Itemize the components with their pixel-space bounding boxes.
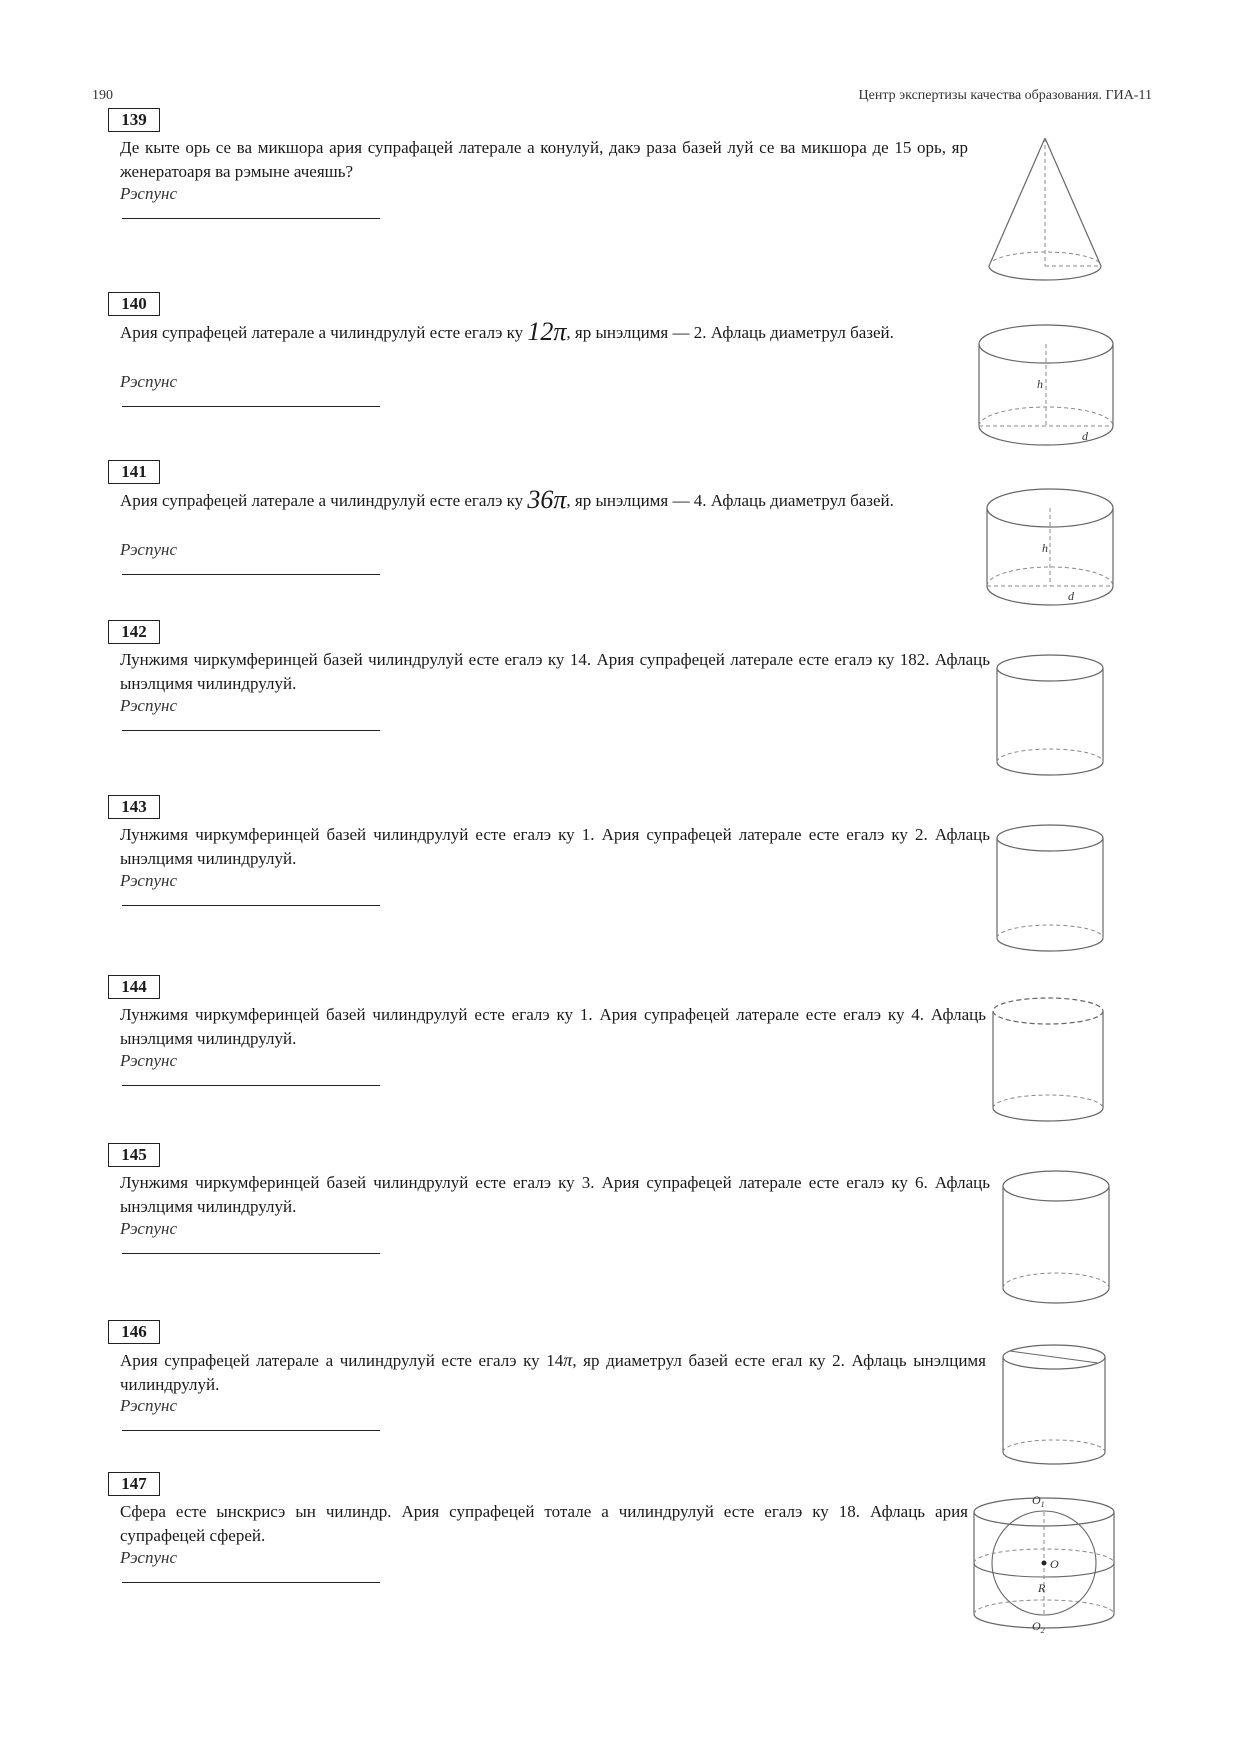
- task-number: 145: [108, 1143, 160, 1167]
- label-o1: $O_1$: [1032, 1493, 1045, 1509]
- answer-field[interactable]: Рэспунс: [120, 696, 380, 736]
- cylinder-figure: [976, 322, 1116, 454]
- task-text: Ария супрафецей латерале а чилиндрулуй есте егалэ ку 14π, яр диаметрул базей есте егал ку 2. Афлаць ынэлцимя чилиндрулуй.: [120, 1350, 986, 1394]
- task-text: Лунжимя чиркумферинцей базей чилиндрулуй есте егалэ ку 3. Ария супрафецей латерале есте егалэ ку 6. Афлаць ынэлцимя чилиндрулуй.: [120, 1173, 990, 1216]
- answer-field[interactable]: Рэспунс: [120, 1051, 380, 1091]
- cone-figure: [985, 132, 1105, 284]
- math-expression: 12π: [527, 317, 567, 346]
- cylinder-figure: [994, 822, 1106, 956]
- task-number: 139: [108, 108, 160, 132]
- label-h: h: [1037, 377, 1043, 391]
- task-number: 147: [108, 1472, 160, 1496]
- task-text: Лунжимя чиркумферинцей базей чилиндрулуй есте егалэ ку 1. Ария супрафецей латерале есте егалэ ку 4. Афлаць ынэлцимя чилиндрулуй.: [120, 1005, 986, 1048]
- answer-field[interactable]: Рэспунс: [120, 1548, 380, 1588]
- task-text: Сфера есте ынскрисэ ын чилиндр. Ария супрафецей тотале а чилиндрулуй есте егалэ ку 18. Афлаць ария супрафецей сферей.: [120, 1502, 968, 1545]
- source-title: Центр экспертизы качества образования. ГИА-11: [858, 88, 1152, 103]
- task-text: Де кыте орь се ва микшора ария супрафацей латерале а конулуй, дакэ раза базей луй се ва микшора де 15 орь, яр женератоаря ва рэмыне ачеяшь?: [120, 138, 968, 181]
- answer-field[interactable]: Рэспунс: [120, 1219, 380, 1259]
- cylinder-figure: [994, 652, 1106, 780]
- label-r: R: [1038, 1581, 1046, 1595]
- task-text: Лунжимя чиркумферинцей базей чилиндрулуй есте егалэ ку 1. Ария супрафецей латерале есте егалэ ку 2. Афлаць ынэлцимя чилиндрулуй.: [120, 825, 990, 868]
- task-number: 142: [108, 620, 160, 644]
- answer-field[interactable]: Рэспунс: [120, 540, 380, 580]
- answer-field[interactable]: Рэспунс: [120, 372, 380, 412]
- task-number: 146: [108, 1320, 160, 1344]
- task-text: Ария супрафецей латерале а чилиндрулуй есте егалэ ку 12π, яр ынэлцимя — 2. Афлаць диаметрул базей.: [120, 317, 894, 346]
- page-number: 190: [92, 88, 113, 103]
- answer-field[interactable]: Рэспунс: [120, 871, 380, 911]
- task-text: Ария супрафецей латерале а чилиндрулуй есте егалэ ку 36π, яр ынэлцимя — 4. Афлаць диаметрул базей.: [120, 485, 894, 514]
- answer-field[interactable]: Рэспунс: [120, 184, 380, 224]
- math-expression: 36π: [527, 485, 567, 514]
- sphere-in-cylinder-figure: [970, 1490, 1118, 1636]
- cylinder-figure: [984, 486, 1116, 614]
- answer-field[interactable]: Рэспунс: [120, 1396, 380, 1436]
- math-expression: π: [563, 1350, 573, 1370]
- label-h: h: [1042, 541, 1048, 555]
- cylinder-figure: [990, 996, 1106, 1128]
- task-number: 143: [108, 795, 160, 819]
- label-d: d: [1068, 589, 1074, 603]
- cylinder-figure: [1000, 1342, 1108, 1472]
- label-o: O: [1050, 1557, 1059, 1571]
- task-text: Лунжимя чиркумферинцей базей чилиндрулуй есте егалэ ку 14. Ария супрафецей латерале есте егалэ ку 182. Афлаць ынэлцимя чилиндрулуй.: [120, 650, 990, 693]
- cylinder-figure: [1000, 1168, 1112, 1308]
- task-number: 141: [108, 460, 160, 484]
- label-d: d: [1082, 429, 1088, 443]
- label-o2: $O_2$: [1032, 1619, 1045, 1635]
- task-number: 140: [108, 292, 160, 316]
- task-number: 144: [108, 975, 160, 999]
